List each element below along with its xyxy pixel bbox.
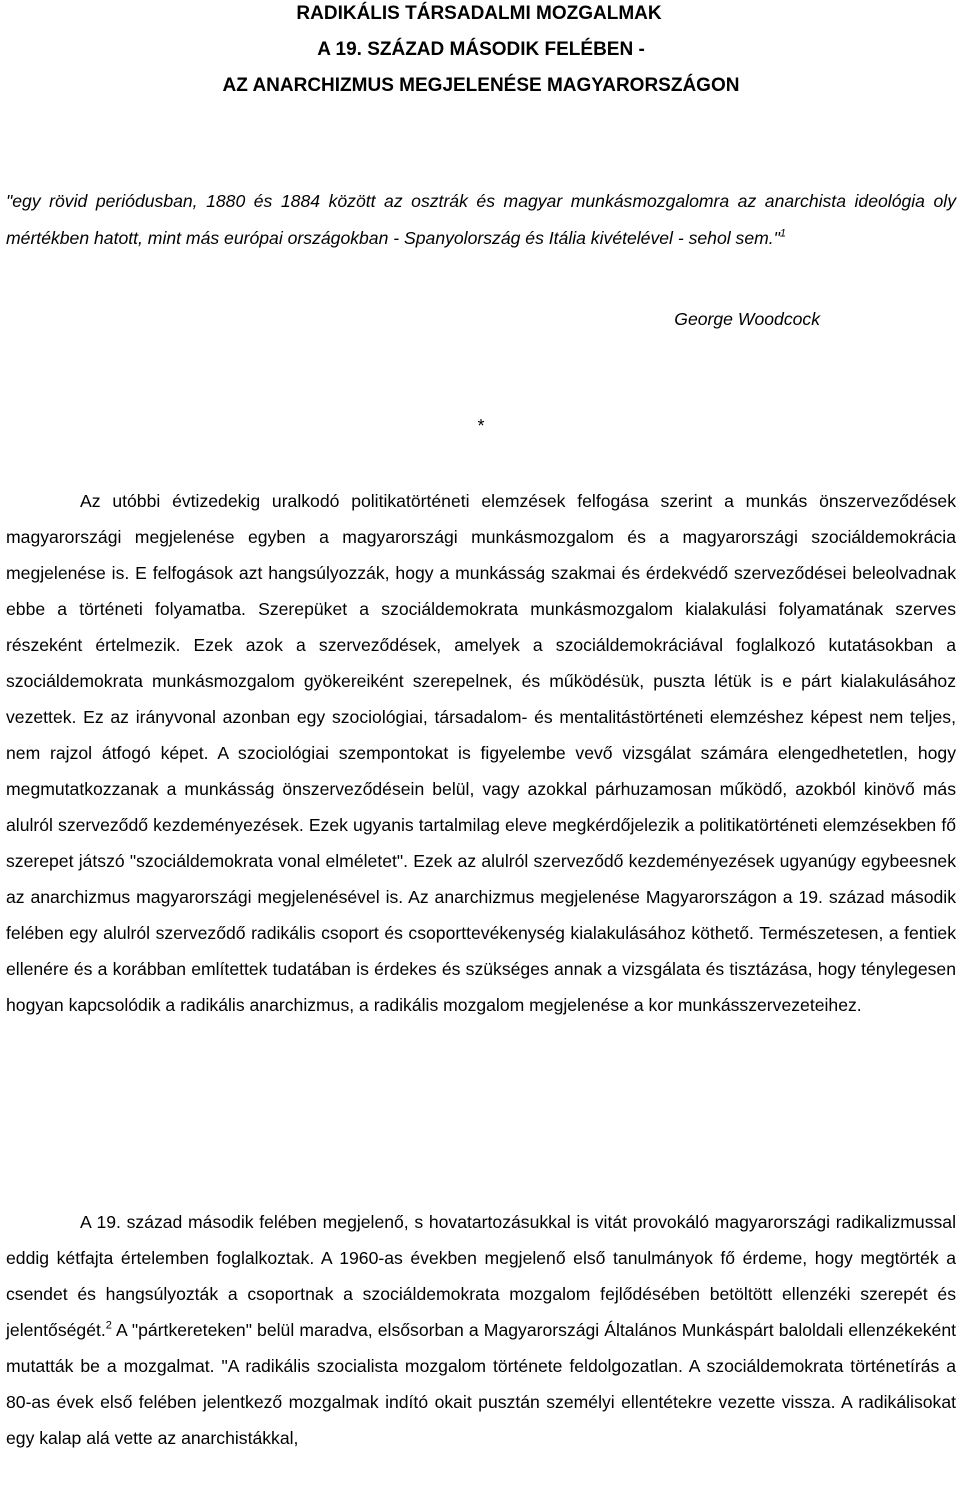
section-separator: * xyxy=(477,416,485,436)
document-page xyxy=(6,0,956,1448)
epigraph-quote xyxy=(6,183,956,257)
body-paragraph-2 xyxy=(6,1204,956,1456)
epigraph-footnote-mark: 1 xyxy=(779,227,787,240)
paragraph-2-part-a: A 19. század második felében megjelenő, s hovatartozásukkal is vitát provokáló magyarországi radikalizmussal eddig kétfajta értelemben foglalkoztak. A 1960-as években megjelenő első tanulmányok fő érdeme, hogy megtörték a csendet és hangsúlyozták a csoportnak a szociáldemokrata mozgalom fejlődésében betöltött ellenzéki szerepét és jelentőségét. xyxy=(6,1212,956,1340)
title-line-1: RADIKÁLIS TÁRSADALMI MOZGALMAK xyxy=(296,3,662,24)
body-paragraph-1: Az utóbbi évtizedekig uralkodó politikatörténeti elemzések felfogása szerint a munkás önszerveződések magyarországi megjelenése egyben a magyarországi munkásmozgalom és a magyarországi szociáldemokrácia megjelenése is. E felfogások azt hangsúlyozzák, hogy a munkásság szakmai és érdekvédő szerveződései beleolvadnak ebbe a történeti folyamatba. Szerepüket a szociáldemokrata munkásmozgalom kialakulási folyamatának szerves részeként értelmezik. Ezek azok a szerveződések, amelyek a szociáldemokráciával foglalkozó kutatásokban a szociáldemokrata munkásmozgalom gyökereiként szerepelnek, és működésük, puszta létük is e párt kialakulásához vezettek. Ez az irányvonal azonban egy szociológiai, társadalom- és mentalitástörténeti elemzéshez képest nem teljes, nem rajzol átfogó képet. A szociológiai szempontokat is figyelembe vevő vizsgálat számára elengedhetetlen, hogy megmutatkozzanak a munkásság önszerveződésein belül, vagy azokkal párhuzamosan működő, azokból kinövő más alulról szerveződő kezdeményezések. Ezek ugyanis tartalmilag eleve megkérdőjelezik a politikatörténeti elemzésekben fő szerepet játszó "szociáldemokrata vonal elméletet". Ezek az alulról szerveződő kezdeményezések ugyanúgy egybeesnek az anarchizmus magyarországi megjelenésével is. Az anarchizmus megjelenése Magyarországon a 19. század második felében egy alulról szerveződő radikális csoport és csoporttevékenység kialakulásához köthető. Természetesen, a fentiek ellenére és a korábban említettek tudatában is érdekes és szükséges annak a vizsgálata és tisztázása, hogy ténylegesen hogyan kapcsolódik a radikális anarchizmus, a radikális mozgalom megjelenése a kor munkásszervezeteihez. xyxy=(6,491,956,1015)
title-line-2: A 19. SZÁZAD MÁSODIK FELÉBEN - xyxy=(317,39,645,60)
paragraph-2-part-b: A "pártkereteken" belül maradva, elsősorban a Magyarországi Általános Munkáspárt baloldali ellenzékeként mutatták be a mozgalmat. "A radikális szocialista mozgalom története feldolgozatlan. A szociáldemokrata történetírás a 80-as évek első felében jelentkező mozgalmak indító okait pusztán személyi ellentétekre vezette vissza. A radikálisokat egy kalap alá vette az anarchistákkal, xyxy=(6,1320,956,1448)
title-line-3: AZ ANARCHIZMUS MEGJELENÉSE MAGYARORSZÁGON xyxy=(222,75,740,96)
epigraph-text: "egy rövid periódusban, 1880 és 1884 között az osztrák és magyar munkásmozgalomra az anarchista ideológia oly mértékben hatott, mint más európai országokban - Spanyolország és Itália kivételével - sehol sem." xyxy=(6,191,956,248)
paragraph-2-footnote-mark: 2 xyxy=(105,1319,112,1332)
document-title xyxy=(6,0,956,108)
epigraph-author: George Woodcock xyxy=(674,309,820,329)
